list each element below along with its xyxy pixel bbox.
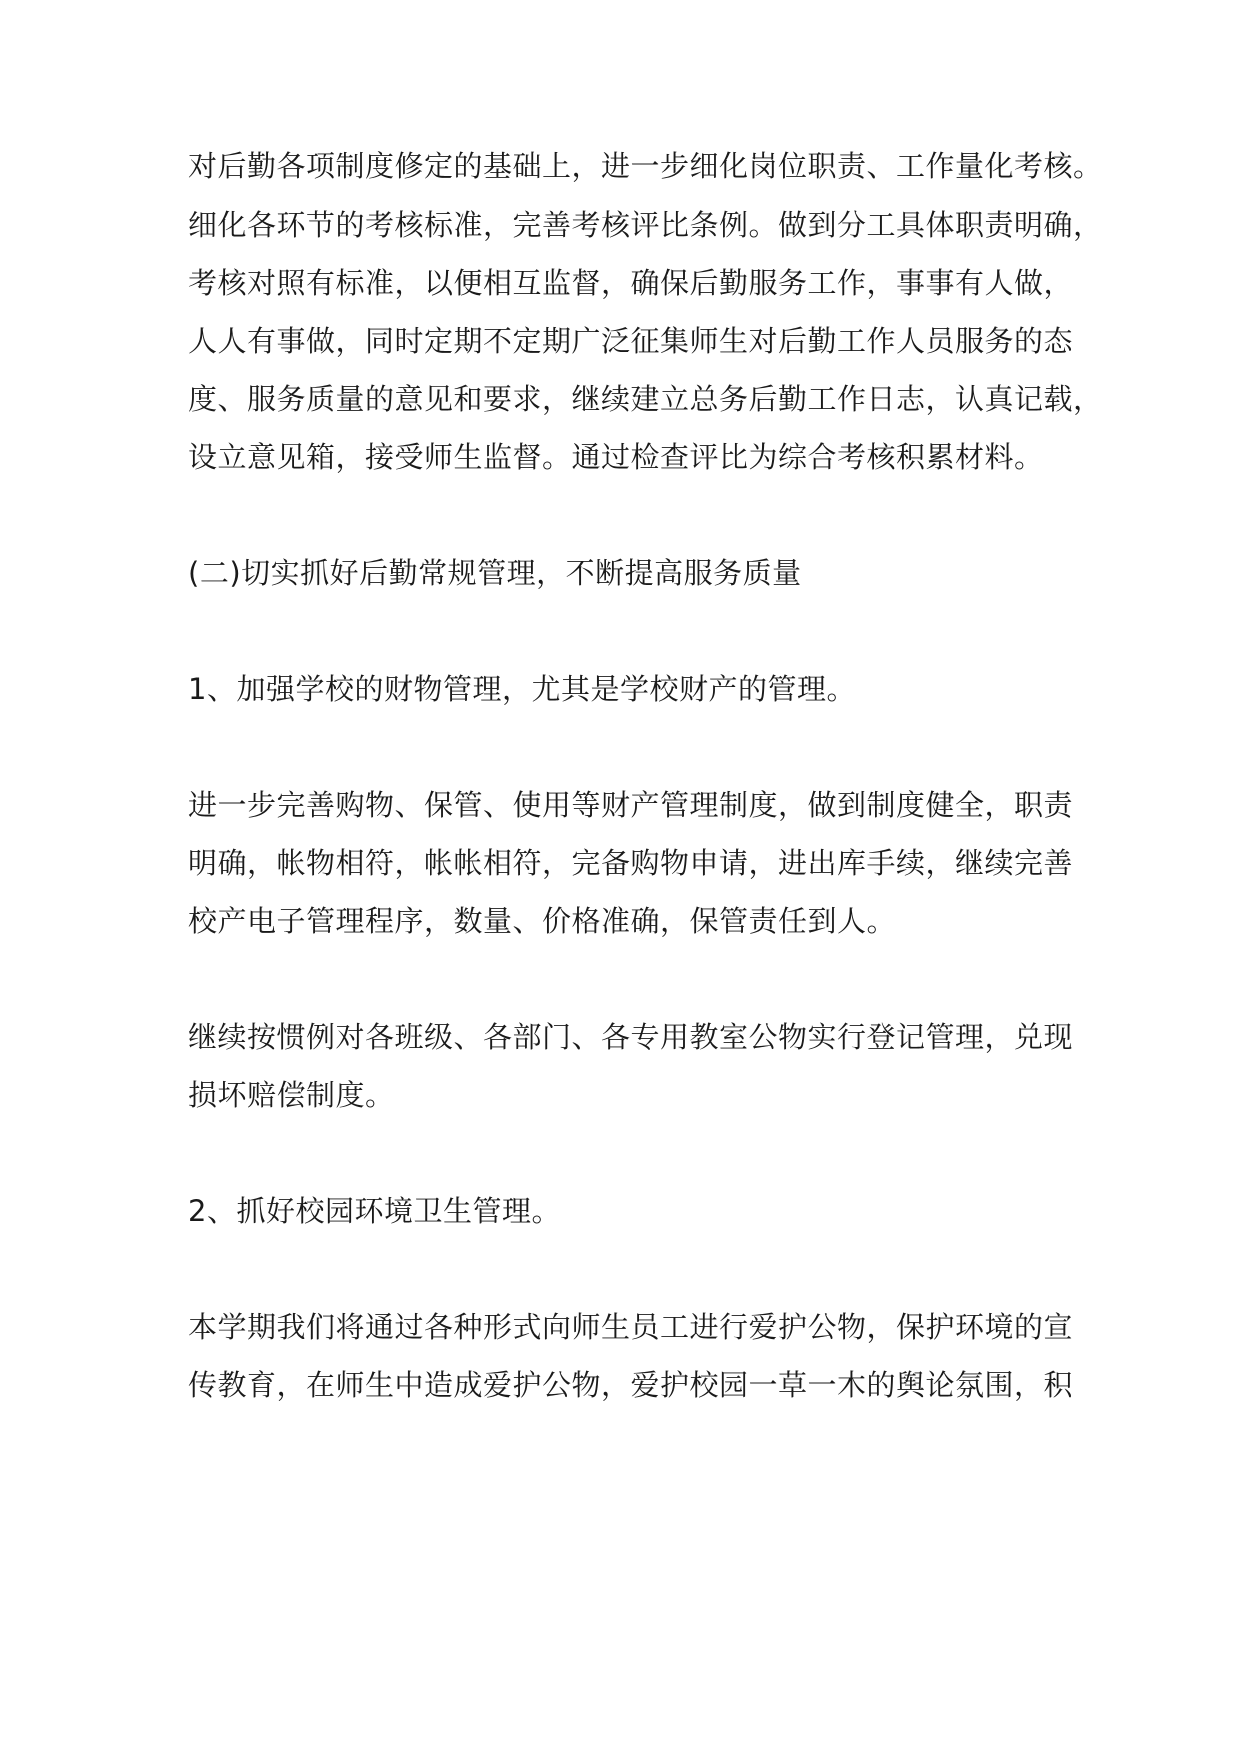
paragraph-line: 明确，帐物相符，帐帐相符，完备购物申请，进出库手续，继续完善: [188, 846, 1074, 880]
paragraph-line: 进一步完善购物、保管、使用等财产管理制度，做到制度健全，职责: [188, 788, 1074, 822]
paragraph-line: 传教育，在师生中造成爱护公物，爱护校园一草一木的舆论氛围，积: [188, 1368, 1074, 1402]
paragraph-line: 设立意见箱，接受师生监督。通过检查评比为综合考核积累材料。: [188, 440, 1044, 474]
item-heading: 1、加强学校的财物管理，尤其是学校财产的管理。: [188, 672, 856, 706]
paragraph-line: 细化各环节的考核标准，完善考核评比条例。做到分工具体职责明确，: [188, 208, 1103, 242]
paragraph-line: 本学期我们将通过各种形式向师生员工进行爱护公物，保护环境的宣: [188, 1310, 1074, 1344]
section-heading: (二)切实抓好后勤常规管理，不断提高服务质量: [188, 556, 802, 590]
item-heading: 2、抓好校园环境卫生管理。: [188, 1194, 561, 1228]
paragraph-line: 校产电子管理程序，数量、价格准确，保管责任到人。: [188, 904, 897, 938]
paragraph-line: 对后勤各项制度修定的基础上，进一步细化岗位职责、工作量化考核。: [188, 149, 1103, 183]
paragraph-line: 度、服务质量的意见和要求，继续建立总务后勤工作日志，认真记载，: [188, 382, 1103, 416]
paragraph-line: 损坏赔偿制度。: [188, 1078, 395, 1112]
paragraph-line: 继续按惯例对各班级、各部门、各专用教室公物实行登记管理，兑现: [188, 1020, 1074, 1054]
paragraph-line: 人人有事做，同时定期不定期广泛征集师生对后勤工作人员服务的态: [188, 324, 1074, 358]
paragraph-line: 考核对照有标准，以便相互监督，确保后勤服务工作，事事有人做，: [188, 266, 1074, 300]
